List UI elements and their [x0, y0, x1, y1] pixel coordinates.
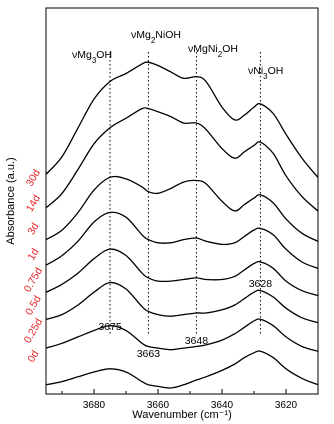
y-axis-title: Absorbance (a.u.) [5, 157, 17, 245]
series-line-3d [46, 177, 318, 242]
series-line-0.25d [46, 319, 318, 351]
series-line-0d [46, 351, 318, 388]
series-label-1d: 1d [25, 246, 42, 263]
series-label-30d: 30d [23, 167, 43, 189]
band-guide-lines [110, 52, 260, 335]
band-label-3663: νMg$_2$NiOH [131, 29, 181, 45]
band-labels [72, 29, 283, 81]
band-label-3675: νMg$_3$OH [72, 49, 113, 65]
x-tick-label-3680: 3680 [82, 400, 106, 411]
series-label-0.25d: 0.25d [21, 316, 46, 346]
band-label-3628: νNi$_3$OH [248, 65, 284, 81]
guide-value-3663: 3663 [136, 348, 161, 360]
series-label-0.75d: 0.75d [21, 265, 46, 295]
series-line-14d [46, 108, 318, 211]
x-tick-label-3660: 3660 [146, 400, 170, 411]
x-axis [62, 389, 298, 411]
guide-value-3648: 3648 [184, 335, 209, 347]
band-label-3648: νMgNi$_2$OH [188, 43, 238, 59]
series-line-0.75d [46, 249, 318, 295]
series-label-3d: 3d [25, 220, 42, 238]
series-line-1d [46, 212, 318, 268]
series-label-0d: 0d [25, 348, 42, 365]
series-line-0.5d [46, 283, 318, 323]
series-label-14d: 14d [23, 192, 43, 215]
series-label-0.5d: 0.5d [23, 293, 44, 318]
guide-value-3628: 3628 [248, 278, 273, 290]
guide-value-3675: 3675 [98, 321, 122, 333]
series-labels [22, 167, 46, 364]
x-tick-label-3620: 3620 [274, 400, 298, 411]
x-tick-label-3640: 3640 [210, 400, 234, 411]
spectra-series [46, 62, 318, 388]
x-axis-title: Wavenumber (cm⁻¹) [132, 409, 232, 421]
